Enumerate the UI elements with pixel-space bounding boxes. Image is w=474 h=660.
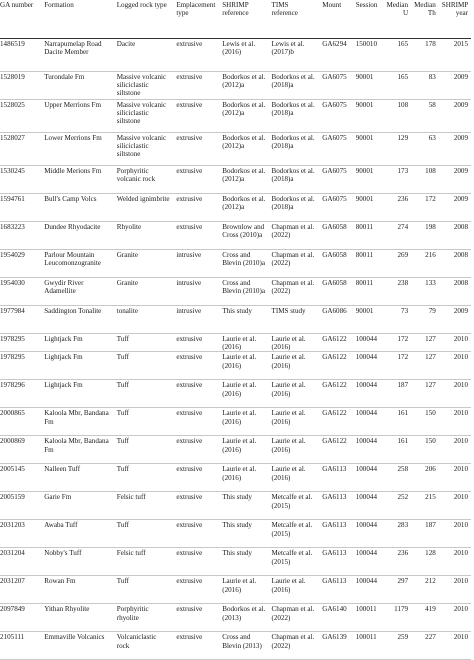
shrimp-year-cell: 2010 (453, 549, 468, 558)
formation-cell: Rowan Fm (44, 577, 76, 586)
median-u-cell: 73 (401, 306, 409, 315)
median-th-cell: 108 (425, 166, 436, 175)
header-tims-reference: TIMS reference (271, 1, 298, 18)
tims-ref-cell: Chapman et al. (2022) (271, 250, 315, 267)
shrimp-year-cell: 2010 (453, 521, 468, 530)
table-row (0, 99, 471, 132)
median-u-cell: 258 (397, 465, 409, 474)
session-cell: 90001 (355, 166, 374, 175)
tims-ref-cell: Chapman et al. (2022) (271, 278, 315, 295)
shrimp-year-cell: 2009 (453, 166, 468, 175)
session-cell: 100044 (355, 353, 377, 362)
shrimp-ref-cell: This study (222, 521, 252, 530)
median-u-cell: 172 (397, 334, 409, 343)
median-th-cell: 198 (425, 222, 436, 231)
mount-cell: GA6075 (322, 194, 347, 203)
median-u-cell: 236 (397, 549, 409, 558)
rock-type-cell: Tuff (116, 521, 129, 530)
table-row (0, 352, 471, 380)
median-th-cell: 63 (428, 133, 436, 142)
table-row (0, 305, 471, 333)
shrimp-year-cell: 2010 (453, 409, 468, 418)
emplacement-cell: extrusive (176, 409, 203, 418)
formation-cell: Emmaville Volcanics (44, 633, 105, 642)
session-cell: 100044 (355, 577, 377, 586)
tims-ref-cell: Bodorkos et al. (2018)a (271, 166, 315, 183)
session-cell: 100044 (355, 381, 377, 390)
formation-cell: Dundee Rhyodacite (44, 222, 101, 231)
median-u-cell: 161 (397, 437, 409, 446)
ga-number-cell: 1528027 (0, 133, 25, 142)
table-header (0, 0, 471, 38)
median-u-cell: 259 (397, 633, 409, 642)
median-u-cell: 129 (397, 133, 409, 142)
table-row (0, 464, 471, 492)
median-th-cell: 133 (425, 278, 436, 287)
mount-cell: GA6122 (322, 381, 347, 390)
session-cell: 80011 (355, 250, 374, 259)
formation-cell: Awaba Tuff (44, 521, 78, 530)
ga-number-cell: 1683223 (0, 222, 25, 231)
tims-ref-cell: Bodorkos et al. (2018)a (271, 100, 315, 117)
ga-number-cell: 2105111 (0, 633, 25, 642)
median-u-cell: 161 (397, 409, 409, 418)
formation-cell: Lightjack Fm (44, 381, 83, 390)
emplacement-cell: extrusive (176, 437, 203, 446)
rock-type-cell: Tuff (116, 353, 129, 362)
table-row (0, 221, 471, 249)
median-th-cell: 127 (425, 381, 436, 390)
table-row (0, 408, 471, 436)
median-u-cell: 165 (397, 39, 409, 48)
shrimp-ref-cell: Laurie et al. (2016) (222, 437, 257, 454)
formation-cell: Lightjack Fm (44, 334, 83, 343)
ga-number-cell: 2000869 (0, 437, 25, 446)
session-cell: 100044 (355, 465, 377, 474)
formation-cell: Saddington Tonalite (44, 306, 102, 315)
median-th-cell: 212 (425, 577, 436, 586)
tims-ref-cell: Metcalfe et al. (2015) (271, 521, 313, 538)
session-cell: 90001 (355, 306, 374, 315)
formation-cell: Nalleen Tuff (44, 465, 81, 474)
median-th-cell: 127 (425, 334, 436, 343)
ga-number-cell: 1528019 (0, 72, 25, 81)
emplacement-cell: extrusive (176, 72, 203, 81)
median-u-cell: 1179 (394, 605, 409, 614)
ga-number-cell: 2005145 (0, 465, 25, 474)
rock-type-cell: Granite (116, 278, 138, 287)
emplacement-cell: extrusive (176, 577, 203, 586)
shrimp-year-cell: 2010 (453, 493, 468, 502)
header-session: Session (355, 1, 378, 9)
formation-cell: Parlour Mountain Leucomonzogranite (44, 250, 101, 267)
emplacement-cell: extrusive (176, 353, 203, 362)
formation-cell: Yithan Rhyolite (44, 605, 90, 614)
rock-type-cell: Tuff (116, 334, 129, 343)
ga-number-cell: 1594761 (0, 194, 25, 203)
header-median-th: Median Th (414, 1, 436, 18)
emplacement-cell: extrusive (176, 334, 203, 343)
header-shrimp-reference: SHRIMP reference (222, 1, 249, 18)
emplacement-cell: extrusive (176, 549, 203, 558)
tims-ref-cell: Lewis et al. (2017)b (271, 39, 305, 56)
shrimp-ref-cell: Cross and Blevin (2013) (222, 633, 262, 650)
emplacement-cell: extrusive (176, 194, 203, 203)
median-u-cell: 274 (397, 222, 409, 231)
emplacement-cell: extrusive (176, 381, 203, 390)
tims-ref-cell: Chapman et al. (2022) (271, 222, 315, 239)
table-row (0, 249, 471, 277)
shrimp-year-cell: 2010 (453, 437, 468, 446)
session-cell: 90001 (355, 194, 374, 203)
table-row (0, 380, 471, 408)
shrimp-ref-cell: Laurie et al. (2016) (222, 465, 257, 482)
table-body (0, 38, 471, 660)
table-row (0, 193, 471, 221)
header-rock-type: Logged rock type (116, 1, 167, 9)
table-row (0, 520, 471, 548)
median-th-cell: 58 (428, 100, 436, 109)
mount-cell: GA6113 (322, 521, 347, 530)
shrimp-year-cell: 2010 (453, 353, 468, 362)
session-cell: 90001 (355, 133, 374, 142)
table-row (0, 492, 471, 520)
shrimp-year-cell: 2010 (453, 577, 468, 586)
session-cell: 150010 (355, 39, 377, 48)
shrimp-year-cell: 2010 (453, 334, 468, 343)
shrimp-ref-cell: Laurie et al. (2016) (222, 577, 257, 594)
shrimp-year-cell: 2010 (453, 605, 468, 614)
emplacement-cell: extrusive (176, 222, 203, 231)
mount-cell: GA6113 (322, 577, 347, 586)
shrimp-ref-cell: Laurie et al. (2016) (222, 334, 257, 351)
table-row (0, 604, 471, 632)
shrimp-year-cell: 2008 (453, 278, 468, 287)
mount-cell: GA6058 (322, 278, 347, 287)
shrimp-year-cell: 2008 (453, 222, 468, 231)
mount-cell: GA6113 (322, 493, 347, 502)
median-u-cell: 283 (397, 521, 409, 530)
shrimp-ref-cell: This study (222, 549, 252, 558)
session-cell: 100011 (355, 605, 377, 614)
median-th-cell: 178 (425, 39, 436, 48)
emplacement-cell: extrusive (176, 39, 203, 48)
table-row (0, 333, 471, 352)
median-th-cell: 227 (425, 633, 436, 642)
emplacement-cell: extrusive (176, 166, 203, 175)
median-th-cell: 172 (425, 194, 436, 203)
emplacement-cell: extrusive (176, 465, 203, 474)
table-row (0, 548, 471, 576)
median-u-cell: 165 (397, 72, 409, 81)
table-row (0, 436, 471, 464)
median-th-cell: 206 (425, 465, 436, 474)
mount-cell: GA6122 (322, 409, 347, 418)
shrimp-ref-cell: Lewis et al. (2016) (222, 39, 256, 56)
session-cell: 100044 (355, 334, 377, 343)
rock-type-cell: Massive volcanic siliciclastic siltstone (116, 133, 167, 159)
ga-number-cell: 1978295 (0, 334, 25, 343)
session-cell: 100044 (355, 409, 377, 418)
shrimp-ref-cell: Bodorkos et al. (2012)a (222, 194, 266, 211)
tims-ref-cell: Laurie et al. (2016) (271, 437, 306, 454)
rock-type-cell: Porphyritic rhyolite (116, 605, 149, 622)
rock-type-cell: Rhyolite (116, 222, 142, 231)
shrimp-year-cell: 2008 (453, 250, 468, 259)
session-cell: 90001 (355, 72, 374, 81)
table-row (0, 632, 471, 660)
rock-type-cell: Massive volcanic siliciclastic siltstone (116, 100, 167, 126)
formation-cell: Kaloola Mbr, Bandana Fm (44, 437, 109, 454)
session-cell: 100011 (355, 633, 377, 642)
rock-type-cell: Tuff (116, 381, 129, 390)
tims-ref-cell: Bodorkos et al. (2018)a (271, 194, 315, 211)
mount-cell: GA6113 (322, 465, 347, 474)
shrimp-ref-cell: Bodorkos et al. (2012)a (222, 133, 266, 150)
session-cell: 80011 (355, 278, 374, 287)
shrimp-year-cell: 2010 (453, 633, 468, 642)
shrimp-year-cell: 2009 (453, 306, 468, 315)
header-formation: Formation (44, 1, 74, 9)
shrimp-year-cell: 2009 (453, 72, 468, 81)
formation-cell: Gwydir River Adamellite (44, 278, 84, 295)
mount-cell: GA6075 (322, 133, 347, 142)
rock-type-cell: Felsic tuff (116, 493, 146, 502)
ga-number-cell: 2097849 (0, 605, 25, 614)
median-u-cell: 297 (397, 577, 409, 586)
emplacement-cell: extrusive (176, 633, 203, 642)
rock-type-cell: Tuff (116, 465, 129, 474)
session-cell: 90001 (355, 100, 374, 109)
ga-number-cell: 1486519 (0, 39, 25, 48)
table-row (0, 71, 471, 99)
mount-cell: GA6058 (322, 250, 347, 259)
emplacement-cell: extrusive (176, 100, 203, 109)
tims-ref-cell: Bodorkos et al. (2018)a (271, 72, 315, 89)
ga-number-cell: 1978296 (0, 381, 25, 390)
tims-ref-cell: Laurie et al. (2016) (271, 334, 306, 351)
rock-type-cell: Volcaniclastic rock (116, 633, 157, 650)
session-cell: 100044 (355, 549, 377, 558)
shrimp-ref-cell: Brownlow and Cross (2010)a (222, 222, 265, 239)
rock-type-cell: Tuff (116, 577, 129, 586)
median-u-cell: 236 (397, 194, 409, 203)
emplacement-cell: extrusive (176, 605, 203, 614)
table-row (0, 576, 471, 604)
session-cell: 100044 (355, 521, 377, 530)
emplacement-cell: intrusive (176, 250, 202, 259)
tims-ref-cell: Laurie et al. (2016) (271, 465, 306, 482)
rock-type-cell: Porphyritic volcanic rock (116, 166, 156, 183)
formation-cell: Upper Merrions Fm (44, 100, 101, 109)
formation-cell: Garie Fm (44, 493, 72, 502)
tims-ref-cell: Metcalfe et al. (2015) (271, 493, 313, 510)
mount-cell: GA6140 (322, 605, 347, 614)
shrimp-year-cell: 2015 (453, 39, 468, 48)
header-row (0, 0, 471, 38)
shrimp-year-cell: 2010 (453, 465, 468, 474)
tims-ref-cell: Laurie et al. (2016) (271, 353, 306, 370)
mount-cell: GA6058 (322, 222, 347, 231)
median-th-cell: 419 (425, 605, 436, 614)
session-cell: 100044 (355, 437, 377, 446)
ga-number-cell: 1528025 (0, 100, 25, 109)
mount-cell: GA6294 (322, 39, 347, 48)
shrimp-year-cell: 2010 (453, 381, 468, 390)
shrimp-year-cell: 2009 (453, 100, 468, 109)
median-th-cell: 216 (425, 250, 436, 259)
emplacement-cell: extrusive (176, 493, 203, 502)
header-emplacement: Emplacement type (176, 1, 216, 18)
rock-type-cell: Dacite (116, 39, 136, 48)
shrimp-ref-cell: Cross and Blevin (2010)a (222, 278, 265, 295)
formation-cell: Kaloola Mbr, Bandana Fm (44, 409, 109, 426)
formation-cell: Narrapumelap Road Dacite Member (44, 39, 102, 56)
formation-cell: Nobby's Tuff (44, 549, 82, 558)
emplacement-cell: extrusive (176, 521, 203, 530)
table-row (0, 165, 471, 193)
header-median-u: Median U (386, 1, 409, 18)
formation-cell: Bull's Camp Volcs (44, 194, 97, 203)
mount-cell: GA6086 (322, 306, 347, 315)
formation-cell: Middle Merions Fm (44, 166, 102, 175)
mount-cell: GA6139 (322, 633, 347, 642)
rock-type-cell: Welded ignimbrite (116, 194, 170, 203)
mount-cell: GA6075 (322, 166, 347, 175)
session-cell: 80011 (355, 222, 374, 231)
median-u-cell: 187 (397, 381, 409, 390)
mount-cell: GA6075 (322, 100, 347, 109)
shrimp-ref-cell: Cross and Blevin (2010)a (222, 250, 265, 267)
formation-cell: Turondale Fm (44, 72, 85, 81)
mount-cell: GA6122 (322, 353, 347, 362)
median-u-cell: 238 (397, 278, 409, 287)
ga-number-cell: 2031203 (0, 521, 25, 530)
shrimp-ref-cell: This study (222, 493, 252, 502)
shrimp-year-cell: 2009 (453, 133, 468, 142)
median-th-cell: 83 (428, 72, 436, 81)
emplacement-cell: extrusive (176, 133, 203, 142)
rock-type-cell: Tuff (116, 409, 129, 418)
emplacement-cell: intrusive (176, 278, 202, 287)
shrimp-ref-cell: Bodorkos et al. (2012)a (222, 100, 266, 117)
median-u-cell: 269 (397, 250, 409, 259)
rock-type-cell: Tuff (116, 437, 129, 446)
ga-number-cell: 2000865 (0, 409, 25, 418)
median-th-cell: 150 (425, 437, 436, 446)
median-u-cell: 252 (397, 493, 409, 502)
shrimp-ref-cell: Bodorkos et al. (2012)a (222, 72, 266, 89)
median-th-cell: 79 (428, 306, 436, 315)
rock-type-cell: Felsic tuff (116, 549, 146, 558)
emplacement-cell: intrusive (176, 306, 202, 315)
ga-number-cell: 2031204 (0, 549, 25, 558)
shrimp-ref-cell: Bodorkos et al. (2012)a (222, 166, 266, 183)
ga-number-cell: 1954029 (0, 250, 25, 259)
median-u-cell: 173 (397, 166, 409, 175)
median-u-cell: 172 (397, 353, 409, 362)
shrimp-ref-cell: This study (222, 306, 252, 315)
median-th-cell: 128 (425, 549, 436, 558)
shrimp-ref-cell: Bodorkos et al. (2013) (222, 605, 266, 622)
header-mount: Mount (322, 1, 342, 9)
tims-ref-cell: Metcalfe et al. (2015) (271, 549, 313, 566)
ga-number-cell: 1977984 (0, 306, 25, 315)
rock-type-cell: tonalite (116, 306, 138, 315)
session-cell: 100044 (355, 493, 377, 502)
tims-ref-cell: Laurie et al. (2016) (271, 381, 306, 398)
tims-ref-cell: Chapman et al. (2022) (271, 633, 315, 650)
mount-cell: GA6113 (322, 549, 347, 558)
formation-cell: Lower Merrions Fm (44, 133, 102, 142)
rock-type-cell: Granite (116, 250, 138, 259)
ga-number-cell: 1530245 (0, 166, 25, 175)
median-th-cell: 187 (425, 521, 436, 530)
median-th-cell: 127 (425, 353, 436, 362)
ga-number-cell: 1954030 (0, 278, 25, 287)
tims-ref-cell: Laurie et al. (2016) (271, 409, 306, 426)
tims-ref-cell: Laurie et al. (2016) (271, 577, 306, 594)
tims-ref-cell: Bodorkos et al. (2018)a (271, 133, 315, 150)
median-th-cell: 215 (425, 493, 436, 502)
header-shrimp-year: SHRIMP year (441, 1, 469, 18)
shrimp-ref-cell: Laurie et al. (2016) (222, 381, 257, 398)
tims-ref-cell: Chapman et al. (2022) (271, 605, 315, 622)
shrimp-ref-cell: Laurie et al. (2016) (222, 409, 257, 426)
ga-number-cell: 2005159 (0, 493, 25, 502)
shrimp-ref-cell: Laurie et al. (2016) (222, 353, 257, 370)
tims-ref-cell: TIMS study (271, 306, 306, 315)
formation-cell: Lightjack Fm (44, 353, 83, 362)
rock-type-cell: Massive volcanic siliciclastic siltstone (116, 72, 167, 98)
median-th-cell: 150 (425, 409, 436, 418)
shrimp-year-cell: 2009 (453, 194, 468, 203)
median-u-cell: 108 (397, 100, 409, 109)
table-row (0, 277, 471, 305)
mount-cell: GA6122 (322, 437, 347, 446)
mount-cell: GA6122 (322, 334, 347, 343)
header-ga-number: GA number (0, 1, 34, 9)
mount-cell: GA6075 (322, 72, 347, 81)
ga-number-cell: 2031207 (0, 577, 25, 586)
table-row (0, 38, 471, 71)
ga-number-cell: 1978295 (0, 353, 25, 362)
table-row (0, 132, 471, 165)
